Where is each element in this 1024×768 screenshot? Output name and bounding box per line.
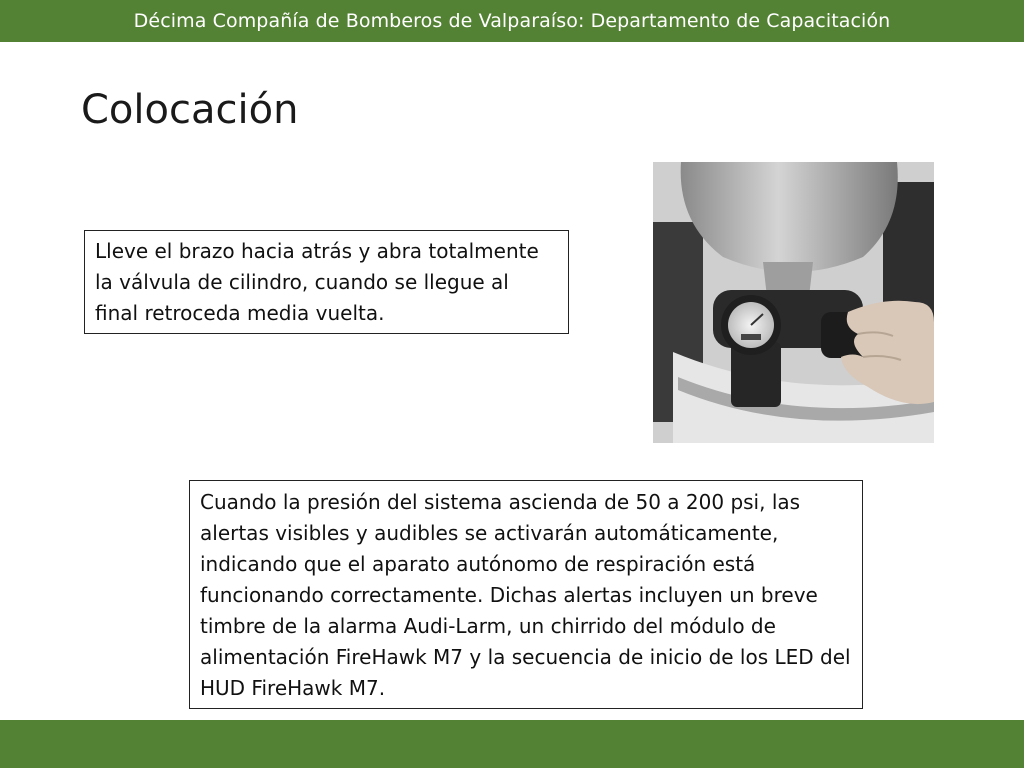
header-text: Décima Compañía de Bomberos de Valparaíso: Departamento de Capacitación: [133, 10, 891, 32]
slide-title: Colocación: [81, 87, 299, 133]
alert-info-text-box: Cuando la presión del sistema ascienda de 50 a 200 psi, las alertas visibles y audibles se activarán automáticamente, indicando que el aparato autónomo de respiración está funcionando correctamente. Dichas alertas incluyen un breve timbre de la alarma Audi-Larm, un chirrido del módulo de alimentación FireHawk M7 y la secuencia de inicio de los LED del HUD FireHawk M7.: [189, 480, 863, 709]
header-bar: [0, 0, 1024, 42]
footer-bar: [0, 720, 1024, 768]
scba-valve-photo: [653, 162, 934, 443]
instruction-text-box: Lleve el brazo hacia atrás y abra totalmente la válvula de cilindro, cuando se llegue al final retroceda media vuelta.: [84, 230, 569, 334]
scba-valve-illustration: [653, 162, 934, 443]
